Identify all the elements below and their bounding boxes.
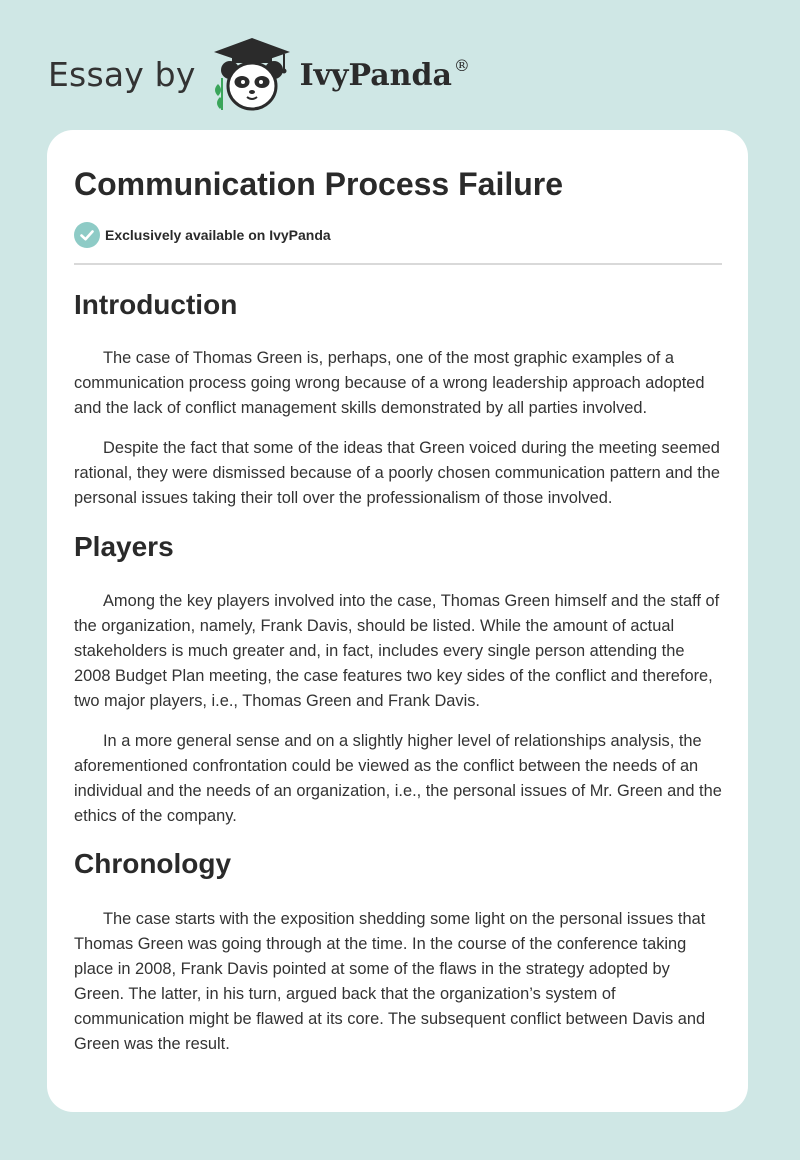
section-heading: Chronology (74, 848, 232, 879)
essay-title: Communication Process Failure (74, 166, 564, 202)
brand-name: IvyPanda ® (299, 55, 470, 93)
check-circle-icon (74, 222, 100, 248)
paragraph: The case of Thomas Green is, perhaps, one of the most graphic examples of a communication process going wrong because of a wrong leadership approach adopted and the lack of conflict management skills demonstrated by all parties involved. (74, 349, 705, 417)
section-introduction (74, 289, 722, 511)
paragraph: Among the key players involved into the case, Thomas Green himself and the staff of the organization, namely, Frank Davis, should be listed. While the amount of actual stakeholders is much greater and, in fact, includes every single person attending the 2008 Budget Plan meeting, the case features two key sides of the conflict and therefore, two major players, i.e., Thomas Green and Frank Davis. (74, 592, 720, 710)
brand-header (48, 34, 470, 114)
panda-graduate-icon (210, 34, 294, 114)
brand-prefix: Essay by (48, 54, 196, 94)
exclusive-label: Exclusively available on IvyPanda (105, 227, 331, 243)
paragraph: The case starts with the exposition shedding some light on the personal issues that Thomas Green was going through at the time. In the course of the conference taking place in 2008, Frank Davis pointed at some of the flaws in the strategy adopted by Green. The latter, in his turn, argued back that the organization’s system of communication might be flawed at its core. The subsequent conflict between Davis and Green was the result. (74, 910, 706, 1053)
section-chronology (74, 848, 722, 1057)
exclusive-badge (74, 222, 722, 248)
section-heading: Players (74, 531, 174, 562)
section-players (74, 531, 722, 829)
section-heading: Introduction (74, 289, 238, 320)
essay-card (47, 130, 748, 1112)
paragraph: In a more general sense and on a slightly higher level of relationships analysis, the aforementioned confrontation could be viewed as the conflict between the needs of an individual and the needs of an organization, i.e., the personal issues of Mr. Green and the ethics of the company. (74, 732, 722, 825)
paragraph: Despite the fact that some of the ideas that Green voiced during the meeting seemed rational, they were dismissed because of a poorly chosen communication pattern and the personal issues taking their toll over the professionalism of those involved. (74, 439, 720, 507)
divider (74, 263, 722, 265)
